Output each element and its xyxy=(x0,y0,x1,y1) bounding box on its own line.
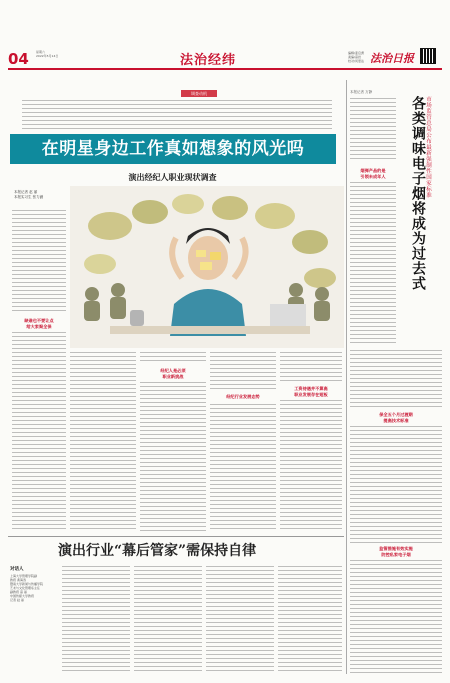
article-intro xyxy=(22,100,332,130)
article-column xyxy=(350,426,442,544)
newspaper-logo: 法治日报 xyxy=(370,52,414,65)
article-subhead: 经纪行业发展态势 xyxy=(226,394,260,399)
stressed-worker-illustration xyxy=(70,186,344,348)
article-subhead: 缺谁也不要让点 给大家聚全保 xyxy=(24,318,54,329)
article-column xyxy=(140,352,206,364)
article-column xyxy=(140,382,206,532)
article-column xyxy=(350,182,396,346)
editor-line: 编辑/姜启源 xyxy=(348,51,365,55)
article-column xyxy=(206,566,274,674)
editor-line: 校对/何更法 xyxy=(348,59,365,63)
page-header xyxy=(0,0,450,74)
article-column xyxy=(134,566,202,674)
article-column xyxy=(350,98,396,162)
article-subhead: 工资待遇并不算高 职业发展存在短板 xyxy=(294,386,328,397)
right-headline: 各类调味电子烟将成为过去式 xyxy=(410,96,426,291)
article-column xyxy=(280,352,342,382)
article-column xyxy=(278,566,342,674)
article-column xyxy=(280,400,342,532)
editor-line: 美编/高岩 xyxy=(348,55,362,59)
right-article-byline: 本报记者 万静 xyxy=(350,90,373,94)
article-column xyxy=(210,352,276,392)
editors-list xyxy=(348,51,364,63)
article-tag: 调查动机 xyxy=(181,90,217,97)
right-headline-block xyxy=(400,96,440,346)
byline-intern: 本报实习生 张力涵 xyxy=(14,195,44,199)
article-column xyxy=(62,566,130,674)
dialogue-people: 上海大学管理学院副 教授 黄海涛 暨南大学新闻与传播学院 艺术与文化管理系主任 副教授 高 丽 中国传媒大学教授 记者 赵 丽 xyxy=(10,574,44,602)
main-headline: 在明星身边工作真如想象的风光吗 xyxy=(41,139,305,159)
byline xyxy=(14,190,43,200)
main-subheadline: 演出经纪人职业现状调查 xyxy=(128,173,217,182)
article-column xyxy=(70,352,136,532)
right-article-subhead: 保全五个月过渡期 提高技术标准 xyxy=(379,412,413,423)
dialogue-box xyxy=(10,566,58,674)
article-divider xyxy=(8,536,344,537)
page-number: 04 xyxy=(8,50,29,68)
section-title: 法治经纬 xyxy=(180,53,237,68)
byline-reporter: 本报记者 赵 丽 xyxy=(14,190,38,194)
article-subhead: 经纪人是必须 职业新挑战 xyxy=(160,368,186,379)
right-article-subhead: 烟弹产品的是 引领未成年人 xyxy=(360,168,386,179)
header-rule xyxy=(8,68,442,70)
bottom-headline: 演出行业“幕后管家”需保持自律 xyxy=(58,543,257,559)
weekday: 星期六 xyxy=(36,50,46,54)
date: 2022年5月14日 xyxy=(36,54,59,58)
right-kicker: 市场监管总局公布最新强制性国家标准 xyxy=(425,96,431,198)
article-column xyxy=(350,350,442,410)
right-article-subhead: 监管措施有效实施 防控私家电子烟 xyxy=(379,546,413,557)
article-column xyxy=(12,332,66,532)
article-illustration xyxy=(70,186,344,348)
article-column xyxy=(12,210,66,314)
date-block xyxy=(36,50,58,58)
headline-banner xyxy=(10,134,336,164)
article-column xyxy=(350,560,442,674)
dialogue-title: 对话人 xyxy=(10,567,24,572)
article-column xyxy=(210,404,276,532)
qr-code-icon xyxy=(420,48,436,64)
